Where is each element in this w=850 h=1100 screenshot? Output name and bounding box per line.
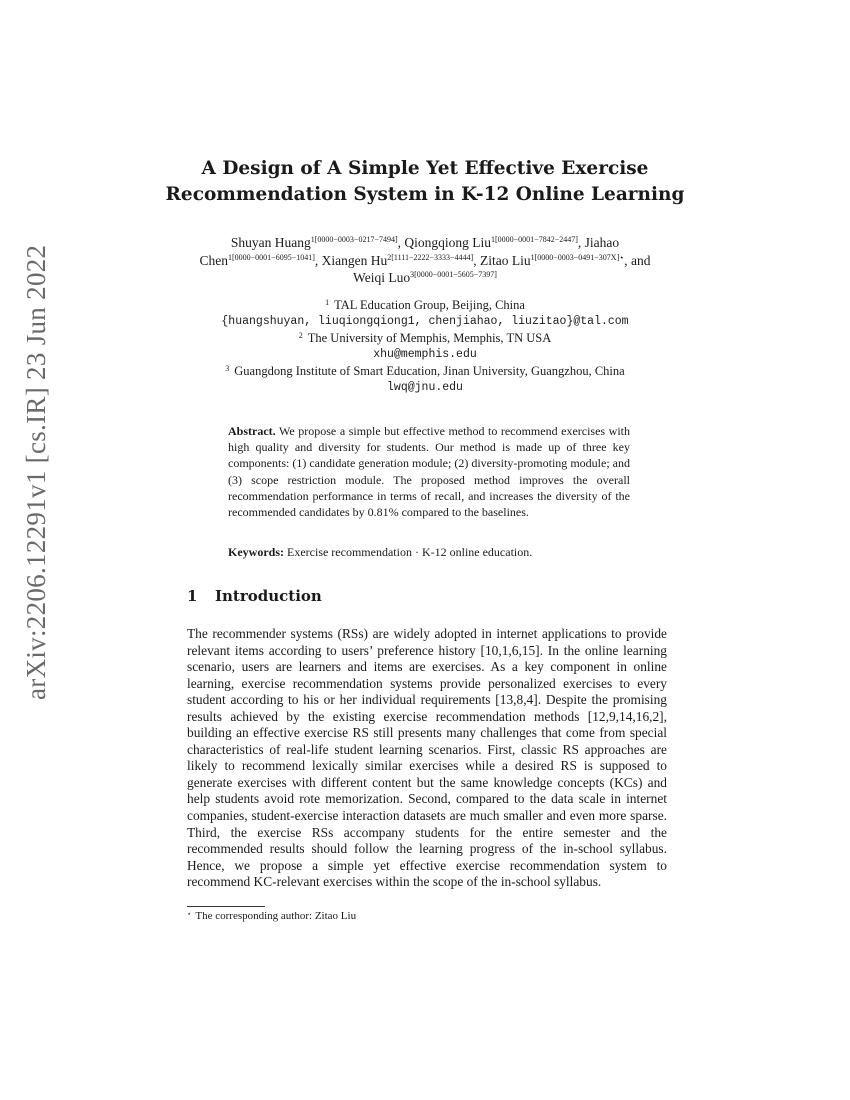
author-list <box>190 234 660 287</box>
author: Jiahao Chen$^{1[0000-0001-6095-1041]}$, <box>199 235 620 268</box>
author: Zitao Liu$^{1[0000-0003-0491-307X]⋆}$, and <box>479 252 651 268</box>
intro-paragraph: The recommender systems (RSs) are widely adopted in internet applications to provide relevant items according to users’ preference history [10,1,6,15]. In the online learning scenario, users are learners and items are exercises. As a key component in online learning, exercise recommendation systems provide personalized exercises to every student according to his or her individual requirements [13,8,4]. Despite the promising results achieved by the existing exercise recommendation methods [12,9,14,16,2], building an effective exercise RS still presents many challenges that come from special characteristics of real-life student learning scenarios. First, classic RS approaches are likely to recommend lexically similar exercises while a desired RS is supposed to generate exercises with different content but the same knowledge concepts (KCs) and help students avoid rote memorization. Second, compared to the data scale in internet companies, student-exercise interaction datasets are much smaller and even more sparse. Third, the exercise RSs accompany students for the entire semester and the recommended results should follow the learning progress of the in-school syllabus. Hence, we propose a simple yet effective exercise recommendation system to recommend KC-relevant exercises within the scope of the in-school syllabus. <box>187 626 667 890</box>
abstract-label: Abstract. <box>228 424 276 438</box>
section-number: 1 <box>187 587 198 605</box>
affiliation-email: {huangshuyan, liuqiongqiong1, chenjiahao, liuzitao}@tal.com <box>221 314 629 328</box>
author: Xiangen $Hu^{2[1111-2222-3333-4444]}$, <box>321 252 480 268</box>
author: Weiqi Luo$^{3[0000-0001-5605-7397]}$ <box>353 270 497 285</box>
paper-title: A Design of A Simple Yet Effective Exercise Recommendation System in K-12 Online Learning <box>165 158 685 205</box>
author: Shuyan Huang$^{1[0000-0003-0217-7494]}$, <box>230 235 405 250</box>
footnote-rule <box>187 906 265 907</box>
footnote-text: The corresponding author: Zitao Liu <box>195 910 357 922</box>
affiliation: $^3$ Guangdong Institute of Smart Education, Jinan University, Guangzhou, China <box>225 364 625 378</box>
section-title: Introduction <box>215 587 322 605</box>
keywords-label: Keywords: <box>228 545 284 559</box>
author: Qiongqiong Liu$^{1[0000-0001-7842-2447]}$, <box>404 235 585 250</box>
arxiv-stamp-text: arXiv:2206.12291v1 [cs.IR] 23 Jun 2022 <box>21 244 51 700</box>
affiliation-email: lwq@jnu.edu <box>387 380 463 394</box>
arxiv-stamp <box>16 244 56 700</box>
footnote-mark: ⋆ <box>187 910 192 918</box>
affiliation: $^1$ TAL Education Group, Beijing, China <box>325 298 525 312</box>
section-heading <box>187 586 667 606</box>
keywords-text: Exercise recommendation · K-12 online education. <box>287 545 533 559</box>
abstract-text: We propose a simple but effective method to recommend exercises with high quality and diversity for students. Our method is made up of three key components: (1) candidate generation module; (2) diversity-promoting module; and (3) scope restriction module. The proposed method improves the overall recommendation performance in terms of recall, and increases the diversity of the recommended candidates by 0.81% compared to the baselines. <box>228 424 630 520</box>
affiliation-email: xhu@memphis.edu <box>373 347 477 361</box>
affiliations <box>180 297 670 396</box>
abstract <box>228 423 630 520</box>
footnote <box>187 909 667 923</box>
affiliation: $^2$ The University of Memphis, Memphis, TN USA <box>298 331 552 345</box>
keywords <box>228 544 648 560</box>
